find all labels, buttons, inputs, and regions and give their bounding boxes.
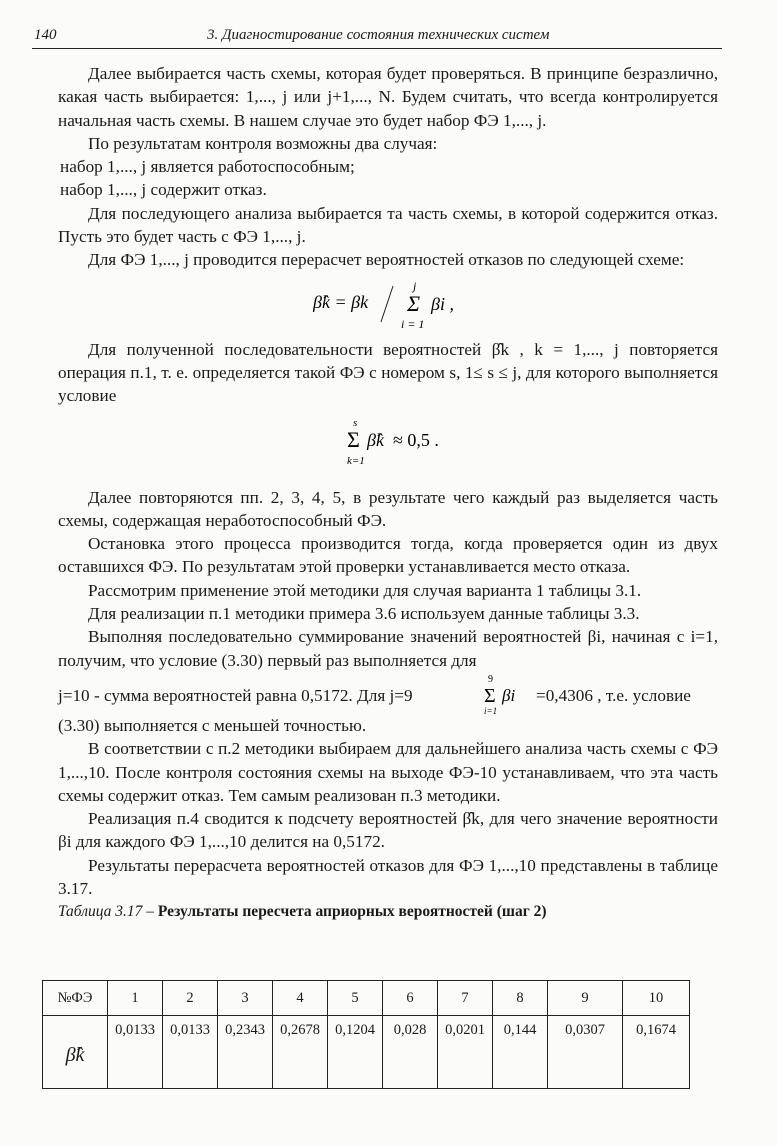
formula2-rhs: ≈ 0,5 . bbox=[393, 429, 439, 450]
formula2-sigma: Σ bbox=[347, 426, 360, 452]
table-cell: 0,1674 bbox=[623, 1016, 690, 1089]
table-col-4: 4 bbox=[273, 981, 328, 1016]
table-caption bbox=[58, 900, 718, 923]
formula-condition bbox=[343, 414, 718, 470]
table-values-row bbox=[43, 1016, 690, 1089]
case-item-1: набор 1,..., j является работоспособным; bbox=[60, 157, 355, 177]
table-cell: 0,2343 bbox=[218, 1016, 273, 1089]
formula1-sum-bottom: i = 1 bbox=[401, 316, 425, 331]
table-caption-title: Результаты пересчета априорных вероятностей (шаг 2) bbox=[157, 903, 547, 921]
inline-sum-top: 9 bbox=[488, 673, 493, 685]
paragraph-2: По результатам контроля возможны два случая: bbox=[88, 133, 438, 153]
paragraph-6: Для ФЭ 1,..., j проводится перерасчет вероятностей отказов по следующей схеме: bbox=[88, 250, 685, 270]
table-col-2: 2 bbox=[163, 981, 218, 1016]
paragraph-12c: =0,4306 , т.е. условие bbox=[536, 685, 691, 705]
formula2-sum-top: s bbox=[353, 416, 358, 429]
table-cell: 0,028 bbox=[383, 1016, 438, 1089]
inline-sum-svg bbox=[482, 672, 542, 714]
table-header-row bbox=[43, 981, 690, 1016]
formula1-term: βi , bbox=[431, 293, 454, 314]
table-col-8: 8 bbox=[493, 981, 548, 1016]
paragraph-12d: (3.30) выполняется с меньшей точностью. bbox=[58, 715, 367, 735]
paragraph-10: Рассмотрим применение этой методики для случая варианта 1 таблицы 3.1. bbox=[88, 580, 642, 600]
table-cell: 0,0307 bbox=[548, 1016, 623, 1089]
paragraph-14: Реализация п.4 сводится к подсчету вероятностей β̂k, для чего значение вероятности βi для каждого ФЭ 1,...,10 делится на 0,5172. bbox=[58, 809, 718, 852]
table-col-7: 7 bbox=[438, 981, 493, 1016]
paragraph-7: Для полученной последовательности вероятностей β̂k , k = 1,..., j повторяется операция п.1, т. е. определяется такой ФЭ с номером s, 1≤ s ≤ j, для которого выполняется условие bbox=[58, 339, 718, 406]
fraction-slash bbox=[381, 286, 393, 322]
formula2-term: β̂k bbox=[367, 429, 384, 450]
formula-condition-svg bbox=[343, 414, 503, 470]
table-col-9: 9 bbox=[548, 981, 623, 1016]
paragraph-12b: j=10 - сумма вероятностей равна 0,5172. Для j=9 bbox=[58, 685, 413, 705]
body-text bbox=[58, 62, 718, 924]
paragraph-1: Далее выбирается часть схемы, которая будет проверяться. В принципе безразлично, какая часть выбирается: 1,..., j или j+1,..., N. Будем считать, что всегда контролируется начальная часть схемы. В нашем случае это будет набор ФЭ 1,..., j. bbox=[58, 64, 718, 130]
formula-recalc-svg bbox=[313, 278, 513, 334]
paragraph-13: В соответствии с п.2 методики выбираем для дальнейшего анализа часть схемы с ФЭ 1,...,10. После контроля состояния схемы на выходе ФЭ-10 устанавливаем, что эта часть схемы содержит отказ. Тем самым реализован п.3 методики. bbox=[58, 739, 718, 805]
inline-sigma: Σ bbox=[484, 684, 496, 707]
formula-recalc bbox=[313, 278, 718, 334]
table-cell: 0,0133 bbox=[108, 1016, 163, 1089]
page-number: 140 bbox=[34, 27, 57, 43]
table-cell: 0,2678 bbox=[273, 1016, 328, 1089]
paragraph-5: Для последующего анализа выбирается та часть схемы, в которой содержится отказ. Пусть это будет часть с ФЭ 1,..., j. bbox=[58, 203, 718, 247]
inline-sum-bottom: i=1 bbox=[484, 705, 498, 714]
table-cell: 0,0201 bbox=[438, 1016, 493, 1089]
table-caption-label: Таблица 3.17 – bbox=[58, 903, 155, 921]
formula1-lhs: β̂k = βk bbox=[313, 291, 369, 312]
table-col-5: 5 bbox=[328, 981, 383, 1016]
formula1-sigma: Σ bbox=[407, 290, 421, 316]
table-cell: 0,0133 bbox=[163, 1016, 218, 1089]
table-header-label: №ФЭ bbox=[43, 981, 108, 1016]
case-item-2: набор 1,..., j содержит отказ. bbox=[60, 180, 267, 200]
inline-sum-line bbox=[58, 672, 718, 714]
inline-sum-term: βi bbox=[502, 685, 516, 705]
table-col-1: 1 bbox=[108, 981, 163, 1016]
formula2-sum-bottom: k=1 bbox=[347, 454, 365, 467]
paragraph-15: Результаты перерасчета вероятностей отказов для ФЭ 1,...,10 представлены в таблице 3.17. bbox=[58, 855, 718, 899]
running-header bbox=[32, 26, 722, 49]
table-col-10: 10 bbox=[623, 981, 690, 1016]
formula1-sum-top: j bbox=[413, 278, 417, 293]
table-col-6: 6 bbox=[383, 981, 438, 1016]
table-cell: 0,1204 bbox=[328, 1016, 383, 1089]
running-title: 3. Диагностирование состояния технических систем bbox=[207, 27, 550, 43]
paragraph-11: Для реализации п.1 методики примера 3.6 используем данные таблицы 3.3. bbox=[88, 604, 640, 624]
table-cell: 0,144 bbox=[493, 1016, 548, 1089]
paragraph-12a: Выполняя последовательно суммирование значений вероятностей βi, начиная с i=1, получим, что условие (3.30) первый раз выполняется для bbox=[58, 627, 718, 670]
table-col-3: 3 bbox=[218, 981, 273, 1016]
table-row-label: β̂k bbox=[43, 1016, 108, 1089]
results-table bbox=[42, 980, 690, 1089]
paragraph-8: Далее повторяются пп. 2, 3, 4, 5, в результате чего каждый раз выделяется часть схемы, содержащая неработоспособный ФЭ. bbox=[58, 487, 718, 530]
paragraph-9: Остановка этого процесса производится тогда, когда проверяется один из двух оставшихся ФЭ. По результатам этой проверки устанавливается место отказа. bbox=[58, 534, 718, 577]
